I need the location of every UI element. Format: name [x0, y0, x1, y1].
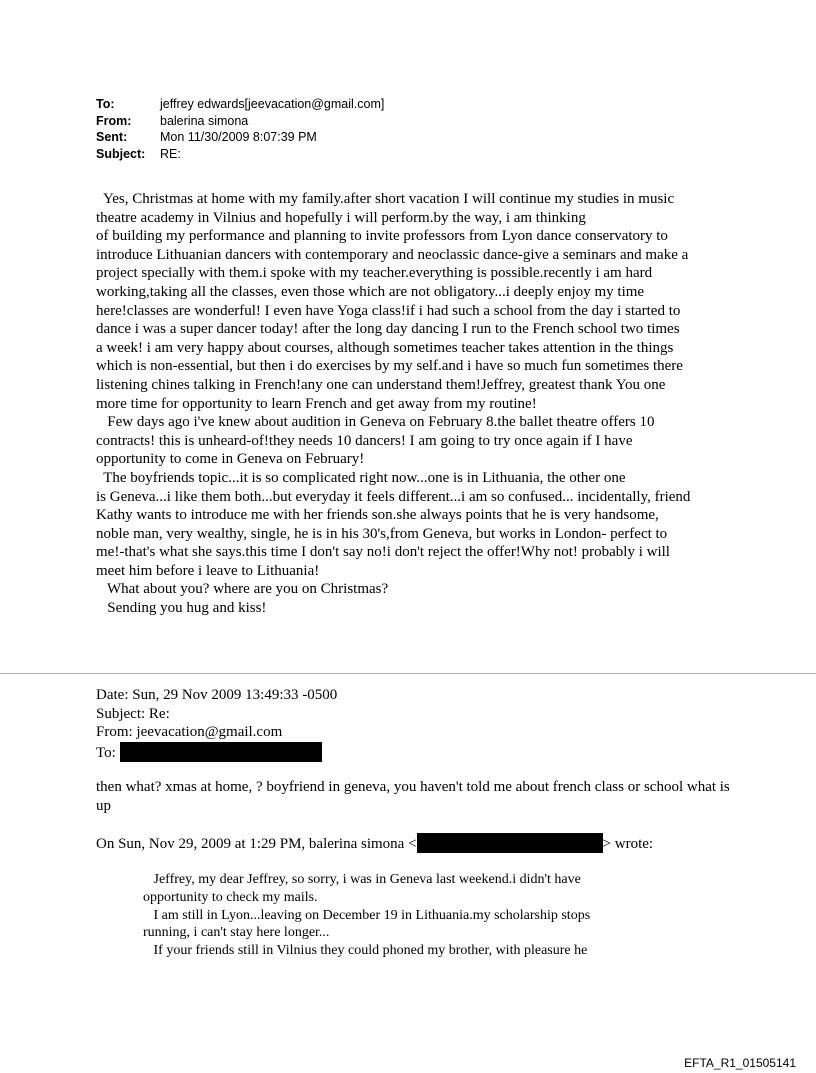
quoted-line: opportunity to check my mails. — [143, 889, 318, 905]
attribution-suffix: > wrote: — [602, 836, 654, 852]
message-line: introduce Lithuanian dancers with contemporary and neoclassic dance-give a seminars and make a — [96, 246, 689, 263]
redaction-bar — [120, 742, 322, 762]
to-label: To: — [96, 97, 115, 111]
message-line: a week! i am very happy about courses, although sometimes teacher takes attention in the things — [96, 339, 674, 356]
email-header — [96, 96, 384, 162]
message-line: listening chines talking in French!any one can understand them!Jeffrey, greatest thank You one — [96, 376, 666, 393]
message-line: Yes, Christmas at home with my family.after short vacation I will continue my studies in music — [96, 191, 675, 207]
subject-label: Subject: — [96, 146, 146, 161]
message-line: What about you? where are you on Christmas? — [96, 581, 389, 598]
sent-label: Sent: — [96, 130, 128, 144]
from-row — [96, 113, 384, 130]
quoted-from: From: jeevacation@gmail.com — [96, 724, 283, 741]
section-divider — [0, 673, 816, 674]
sent-value: Mon 11/30/2009 8:07:39 PM — [160, 130, 317, 144]
quoted-message — [143, 871, 703, 960]
message-line: Few days ago i've knew about audition in Geneva on February 8.the ballet theatre offers 10 — [96, 414, 655, 431]
attribution-prefix: On Sun, Nov 29, 2009 at 1:29 PM, balerina simona < — [96, 836, 417, 852]
from-value: balerina simona — [160, 113, 249, 128]
message-line: noble man, very wealthy, single, he is in his 30's,from Geneva, but works in London- perfect to — [96, 525, 668, 542]
quoted-line: I am still in Lyon...leaving on December 19 in Lithuania.my scholarship stops — [143, 907, 591, 923]
message-line: me!-that's what she says.this time I don't say no!i don't reject the offer!Why not! probably i will — [96, 544, 670, 561]
quoted-to-row — [96, 742, 337, 763]
message-line: meet him before i leave to Lithuania! — [96, 562, 320, 579]
message-line: Kathy wants to introduce me with her friends son.she always points that he is very handsome, — [96, 507, 659, 524]
quoted-line: If your friends still in Vilnius they could phoned my brother, with pleasure he — [143, 943, 588, 959]
message-line: here!classes are wonderful! I even have Yoga class!if i had such a school from the day i started to — [96, 302, 681, 319]
from-label: From: — [96, 113, 132, 128]
redaction-bar — [417, 833, 603, 853]
message-line: more time for opportunity to learn French and get away from my routine! — [96, 395, 537, 412]
to-row — [96, 96, 384, 113]
quoted-date: Date: Sun, 29 Nov 2009 13:49:33 -0500 — [96, 687, 338, 703]
document-id: EFTA_R1_01505141 — [684, 1056, 796, 1070]
subject-value: RE: — [160, 146, 181, 161]
message-line: The boyfriends topic...it is so complicated right now...one is in Lithuania, the other one — [96, 469, 626, 486]
quote-attribution — [96, 833, 653, 854]
message-line: working,taking all the classes, even those which are not obligatory...i deeply enjoy my time — [96, 283, 645, 300]
message-line: which is non-essential, but then i do exercises by my self.and i have so much fun sometimes there — [96, 358, 683, 375]
subject-row — [96, 146, 384, 163]
quoted-line: Jeffrey, my dear Jeffrey, so sorry, i was in Geneva last weekend.i didn't have — [143, 872, 581, 887]
message-line: project specially with them.i spoke with my teacher.everything is possible.recently i am hard — [96, 265, 653, 282]
message-line: is Geneva...i like them both...but everyday it feels different...i am so confused... incidentally, friend — [96, 488, 691, 505]
quoted-to-label: To: — [96, 744, 120, 761]
message-line: opportunity to come in Geneva on February! — [96, 451, 365, 468]
quoted-header — [96, 686, 337, 762]
to-value: jeffrey edwards[jeevacation@gmail.com] — [160, 97, 385, 111]
message-line: theatre academy in Vilnius and hopefully i will perform.by the way, i am thinking — [96, 209, 586, 226]
quoted-line: running, i can't stay here longer... — [143, 925, 330, 941]
message-line: contracts! this is unheard-of!they needs 10 dancers! I am going to try once again if I have — [96, 432, 633, 449]
message-line: Sending you hug and kiss! — [96, 600, 267, 617]
message-line: dance i was a super dancer today! after the long day dancing I run to the French school two times — [96, 321, 680, 338]
sent-row — [96, 129, 384, 146]
message-body — [96, 190, 736, 618]
quoted-subject: Subject: Re: — [96, 705, 170, 722]
message-line: of building my performance and planning to invite professors from Lyon dance conservatory to — [96, 228, 668, 245]
reply-text: then what? xmas at home, ? boyfriend in geneva, you haven't told me about french class or school what is up — [96, 779, 730, 814]
